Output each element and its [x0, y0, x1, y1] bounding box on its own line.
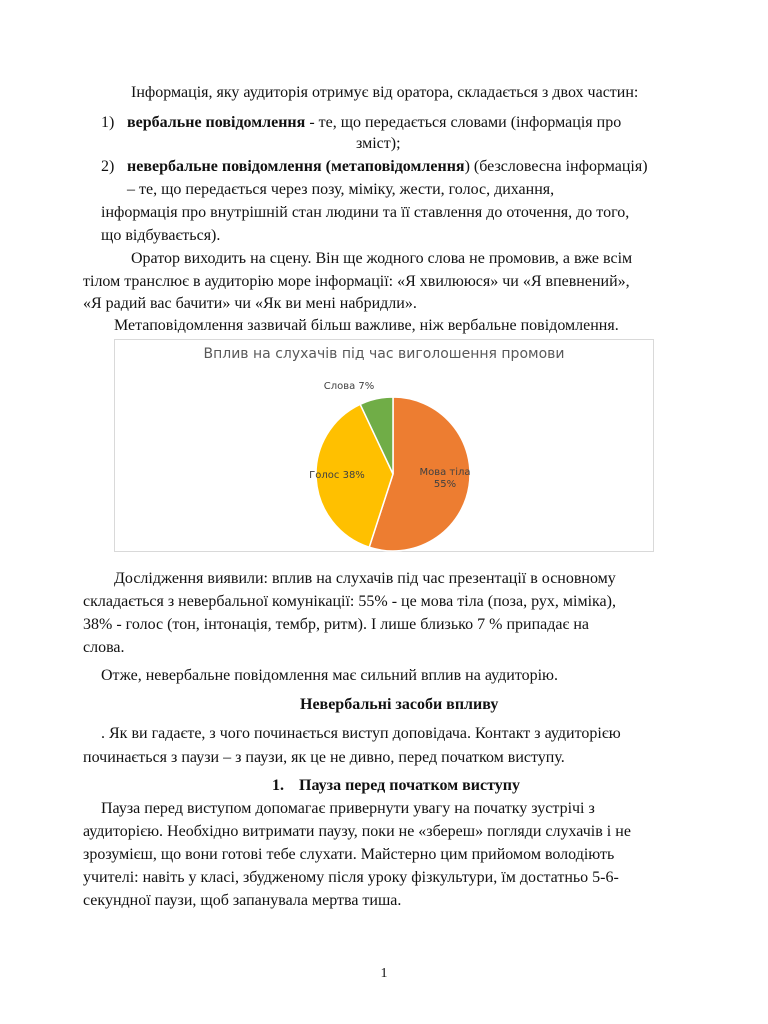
slice-label-words: Слова 7% — [323, 381, 375, 392]
paragraph-line: учителі: навіть у класі, збудженому після уроку фізкультури, їм достатньо 5-6- — [83, 869, 619, 886]
numbered-section-title — [272, 776, 520, 796]
section-heading: Невербальні засоби впливу — [300, 696, 499, 713]
list-item-text: - те, що передається словами (інформація про — [305, 114, 622, 131]
paragraph-line: «Я радий вас бачити» чи «Як ви мені набридли». — [83, 295, 417, 312]
list-item-bold: невербальне повідомлення (метаповідомлення — [127, 158, 465, 175]
list-number: 2) — [101, 158, 115, 175]
slice-label-body-language: Мова тіла — [419, 467, 471, 478]
paragraph-line: зрозумієш, що вони готові тебе слухати. Майстерно цим прийомом володіють — [83, 846, 615, 863]
paragraph-line: тілом транслює в аудиторію море інформації: «Я хвилююся» чи «Я впевнений», — [83, 273, 630, 290]
paragraph-line: складається з невербальної комунікації: 55% - це мова тіла (поза, рух, міміка), — [83, 593, 616, 610]
list-item-bold: вербальне повідомлення — [127, 114, 306, 131]
list-item-1-continuation: зміст); — [356, 135, 401, 152]
paragraph-line: починається з паузи – з паузи, як це не дивно, перед початком виступу. — [83, 749, 565, 766]
chart-title: Вплив на слухачів під час виголошення промови — [203, 346, 565, 362]
section-title: Пауза перед початком виступу — [299, 777, 520, 794]
paragraph-line: аудиторією. Необхідно витримати паузу, поки не «збереш» погляди слухачів і не — [83, 823, 631, 840]
page-number: 1 — [380, 966, 388, 981]
slice-label-voice: Голос 38% — [309, 470, 365, 481]
list-item-2-continuation: – те, що передається через позу, міміку, жести, голос, дихання, — [127, 181, 555, 198]
list-item-2 — [101, 157, 648, 177]
intro-text: Інформація, яку аудиторія отримує від оратора, складається з двох частин: — [131, 84, 639, 101]
pie-chart — [114, 339, 654, 552]
paragraph-line: 38% - голос (тон, інтонація, тембр, ритм). І лише близько 7 % припадає на — [83, 616, 590, 633]
list-item-2-continuation: що відбувається). — [101, 227, 221, 244]
paragraph-line: Оратор виходить на сцену. Він ще жодного слова не промовив, а вже всім — [131, 250, 633, 267]
slice-label-body-language-pct: 55% — [433, 479, 457, 490]
paragraph-line: Отже, невербальне повідомлення має сильний вплив на аудиторію. — [101, 667, 558, 684]
list-item-2-continuation: інформація про внутрішній стан людини та її ставлення до оточення, до того, — [101, 204, 630, 221]
list-item-1 — [101, 113, 621, 133]
paragraph-line: секундної паузи, щоб запанувала мертва тиша. — [83, 892, 402, 909]
paragraph-line: слова. — [83, 639, 125, 656]
list-number: 1) — [101, 114, 115, 131]
paragraph-line: Дослідження виявили: вплив на слухачів під час презентації в основному — [114, 570, 616, 587]
paragraph-line: . Як ви гадаєте, з чого починається виступ доповідача. Контакт з аудиторією — [101, 725, 621, 742]
section-number: 1. — [272, 777, 284, 794]
list-item-text: ) (безсловесна інформація) — [464, 158, 648, 175]
paragraph-line: Метаповідомлення зазвичай більш важливе, ніж вербальне повідомлення. — [114, 317, 619, 334]
pie-chart-svg — [115, 340, 655, 553]
paragraph-line: Пауза перед виступом допомагає привернути увагу на початку зустрічі з — [101, 800, 595, 817]
